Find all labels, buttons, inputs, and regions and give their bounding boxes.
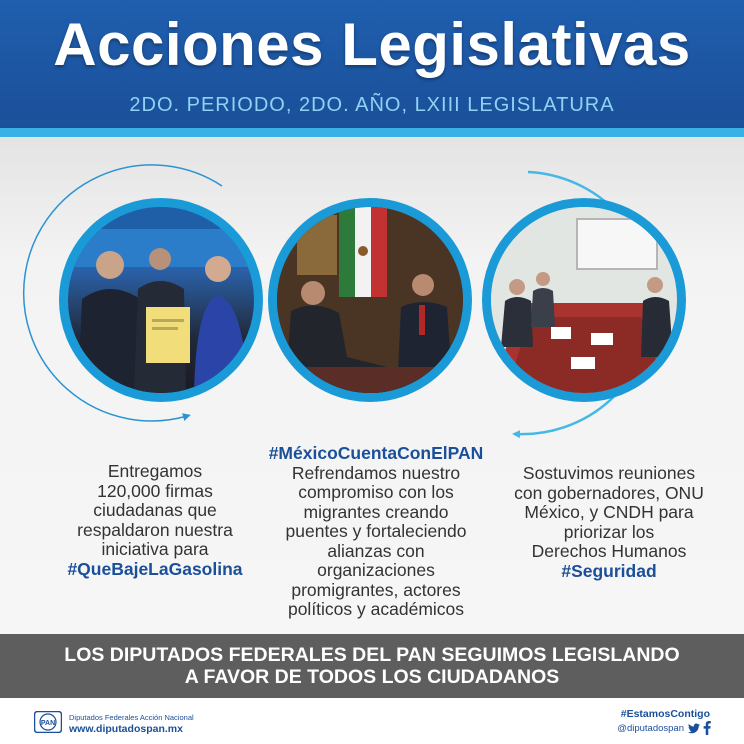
action-caption-seguridad bbox=[494, 464, 724, 581]
caption-line: migrantes creando bbox=[303, 501, 449, 522]
footer-org-name: Diputados Federales Acción Nacional bbox=[69, 713, 194, 722]
caption-line: políticos y académicos bbox=[287, 599, 465, 619]
caption-line: Derechos Humanos bbox=[531, 541, 687, 561]
facebook-icon[interactable] bbox=[703, 721, 711, 735]
footer-hashtag[interactable]: #EstamosContigo bbox=[620, 708, 710, 720]
action-caption-gasolina bbox=[40, 462, 270, 579]
caption-line: con gobernadores, ONU bbox=[514, 482, 704, 503]
hashtag-mexicocuentaconelpan[interactable]: #MéxicoCuentaConElPAN bbox=[268, 443, 484, 463]
footer-social-handle[interactable]: @diputadospan bbox=[617, 723, 684, 734]
page-subtitle: 2DO. PERIODO, 2DO. AÑO, LXIII LEGISLATURA bbox=[129, 94, 615, 116]
caption-line: Entregamos bbox=[107, 461, 203, 481]
caption-line: 120,000 firmas bbox=[97, 480, 213, 501]
caption-line: Sostuvimos reuniones bbox=[522, 463, 696, 483]
photo-signatures-delivery bbox=[59, 198, 263, 402]
caption-line: iniciativa para bbox=[101, 539, 209, 559]
photo-scene bbox=[491, 207, 677, 393]
caption-line: compromiso con los bbox=[298, 482, 454, 502]
twitter-icon[interactable] bbox=[688, 723, 700, 734]
banner-text bbox=[0, 644, 744, 688]
caption-line: México, y CNDH para bbox=[524, 502, 694, 522]
photo-scene bbox=[68, 207, 254, 393]
pan-logo[interactable] bbox=[34, 711, 62, 733]
bottom-banner bbox=[0, 634, 744, 698]
photo-governors-meeting bbox=[482, 198, 686, 402]
caption-line: Refrendamos nuestro bbox=[291, 462, 461, 483]
caption-line: respaldaron nuestra bbox=[77, 519, 233, 540]
caption-line: promigrantes, actores bbox=[291, 579, 461, 600]
pan-logo-text: PAN bbox=[40, 720, 56, 727]
page-title: Acciones Legislativas bbox=[53, 11, 691, 78]
caption-line: ciudadanas que bbox=[93, 500, 217, 520]
banner-line: LOS DIPUTADOS FEDERALES DEL PAN SEGUIMOS LEGISLANDO bbox=[64, 644, 680, 666]
caption-line: puentes y fortaleciendo bbox=[285, 521, 467, 541]
banner-line: A FAVOR DE TODOS LOS CIUDADANOS bbox=[184, 666, 560, 688]
hashtag-quebajelagasolina[interactable]: #QueBajeLaGasolina bbox=[67, 558, 243, 579]
footer-website-link[interactable]: www.diputadospan.mx bbox=[69, 723, 183, 735]
caption-line: priorizar los bbox=[563, 521, 655, 542]
hashtag-seguridad[interactable]: #Seguridad bbox=[561, 560, 657, 581]
photo-migrants-meeting bbox=[268, 198, 472, 402]
photo-scene bbox=[277, 207, 463, 393]
caption-line: organizaciones bbox=[317, 560, 435, 580]
action-caption-migrantes bbox=[262, 444, 490, 620]
caption-line: alianzas con bbox=[327, 540, 425, 561]
